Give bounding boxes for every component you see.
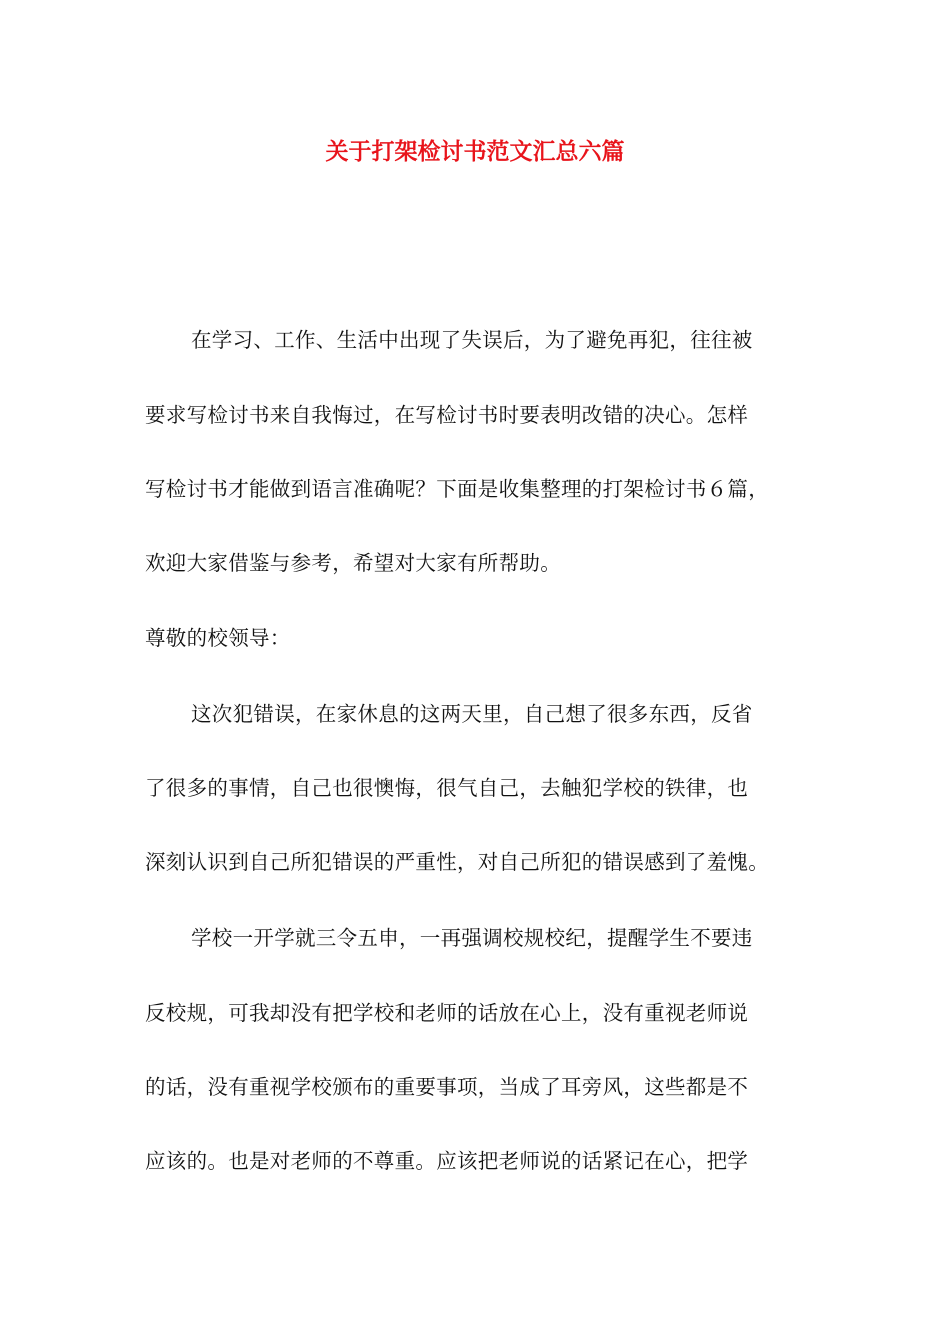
paragraph-1-line-3: 深刻认识到自己所犯错误的严重性，对自己所犯的错误感到了羞愧。	[145, 850, 769, 874]
paragraph-2-line-2: 反校规，可我却没有把学校和老师的话放在心上，没有重视老师说	[145, 1001, 749, 1025]
paragraph-1-line-2: 了很多的事情，自己也很懊悔，很气自己，去触犯学校的铁律，也	[145, 776, 749, 800]
document-title: 关于打架检讨书范文汇总六篇	[325, 138, 625, 165]
paragraph-intro-line-1: 在学习、工作、生活中出现了失误后，为了避免再犯，往往被	[191, 328, 753, 352]
paragraph-1-line-1: 这次犯错误，在家休息的这两天里，自己想了很多东西，反省	[191, 702, 753, 726]
paragraph-intro-line-2: 要求写检讨书来自我悔过，在写检讨书时要表明改错的决心。怎样	[145, 403, 749, 427]
paragraph-2-line-1: 学校一开学就三令五申，一再强调校规校纪，提醒学生不要违	[191, 926, 753, 950]
paragraph-intro-line-3: 写检讨书才能做到语言准确呢？下面是收集整理的打架检讨书６篇，	[145, 477, 769, 501]
salutation: 尊敬的校领导：	[145, 626, 291, 650]
paragraph-2-line-4: 应该的。也是对老师的不尊重。应该把老师说的话紧记在心，把学	[145, 1149, 749, 1173]
paragraph-intro-line-4: 欢迎大家借鉴与参考，希望对大家有所帮助。	[145, 551, 561, 575]
paragraph-2-line-3: 的话，没有重视学校颁布的重要事项，当成了耳旁风，这些都是不	[145, 1075, 749, 1099]
